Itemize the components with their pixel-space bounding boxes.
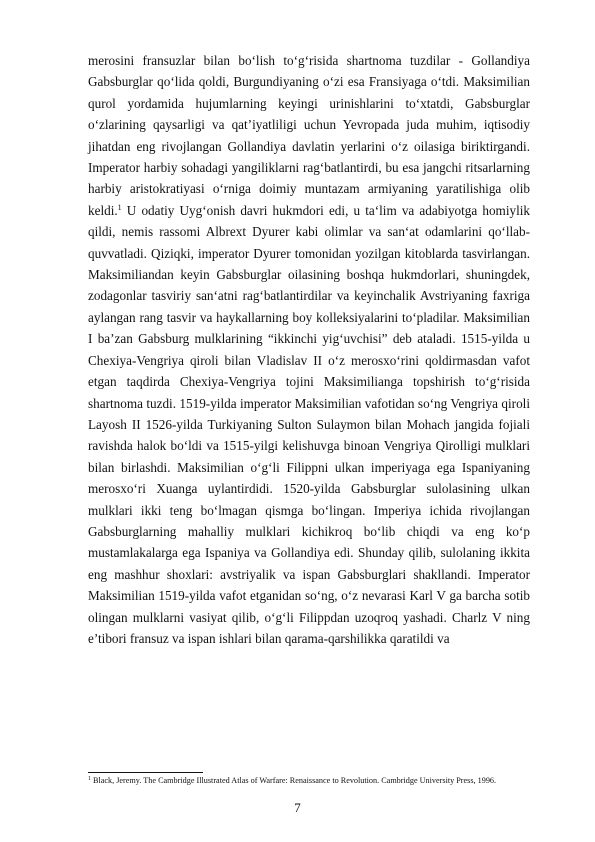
page-number: 7 (294, 800, 301, 815)
footnote-text: Black, Jeremy. The Cambridge Illustrated Atlas of Warfare: Renaissance to Revolution. Cambridge University Press, 1996. (91, 776, 497, 785)
document-page (88, 50, 530, 649)
body-text-part-1: merosini fransuzlar bilan bo‘lish to‘g‘risida shartnoma tuzdilar - Gollandiya Gabsburglar qo‘lida qoldi, Burgundiyaning o‘zi esa Fransiyaga o‘tdi. Maksimilian qurol yordamida hujumlarning keyingi urinishlarini to‘xtatdi, Gabsburglar o‘zlarining qaysarligi va qat’iyatliligi uchun Yevropada juda muhim, iqtisodiy jihatdan eng rivojlangan Gollandiya davlatin yerlarini o‘z oilasiga biriktirgandi. Imperator harbiy sohadagi yangiliklarni rag‘batlantirdi, bu esa jangchi ritsarlarning harbiy aristokratiyasi o‘rniga doimiy muntazam armiyaning yaratilishiga olib keldi. (88, 53, 530, 218)
footnote (88, 775, 538, 786)
footnote-marker: 1 (88, 776, 91, 782)
body-text-part-2: U odatiy Uyg‘onish davri hukmdori edi, u ta‘lim va adabiyotga homiylik qildi, nemis rassomi Albrext Dyurer kabi olimlar va san‘at odamlarini qo‘llab-quvvatladi. Qiziqki, imperator Dyurer tomonidan yozilgan kitoblarda tasvirlangan. Maksimiliandan keyin Gabsburglar oilasining boshqa hukmdorlari, shuningdek, zodagonlar tasviriy san‘atni rag‘batlantirdilar va keyinchalik Avstriyaning faxriga aylangan rang tasvir va haykallarning boy kolleksiyalarini to‘pladilar. Maksimilian I ba’zan Gabsburg mulklarining “ikkinchi yig‘uvchisi” deb ataladi. 1515-yilda u Chexiya-Vengriya qiroli bilan Vladislav II o‘z merosxo‘rini qoldirmasdan vafot etgan taqdirda Chexiya-Vengriya tojini Maksimilianga topshirish to‘g‘risida shartnoma tuzdi. 1519-yilda imperator Maksimilian vafotidan so‘ng Vengriya qiroli Layosh II 1526-yilda Turkiyaning Sulton Sulaymon bilan Mohach jangida fojiali ravishda halok bo‘ldi va 1515-yilgi kelishuvga binoan Vengriya Qirolligi mulklari bilan birlashdi. Maksimilian o‘g‘li Filippni ulkan imperiyaga ega Ispaniyaning merosxo‘ri Xuanga uylantirdidi. 1520-yilda Gabsburglar sulolasining ulkan mulklari ikki teng bo‘lmagan qismga bo‘lingan. Imperiya ichida rivojlangan Gabsburglarning mahalliy mulklari kichikroq bo‘lib chiqdi va eng ko‘p mustamlakalarga ega Ispaniya va Gollandiya edi. Shunday qilib, sulolaning ikkita eng mashhur shoxlari: avstriyalik va ispan Gabsburglari shakllandi. Imperator Maksimilian 1519-yilda vafot etganidan so‘ng, o‘z nevarasi Karl V ga barcha sotib olingan mulklarni vasiyat qilib, o‘g‘li Filippdan uzoqroq yashadi. Charlz V ning e’tibori fransuz va ispan ishlari bilan qarama-qarshilikka qaratildi va (88, 202, 530, 646)
footnote-reference[interactable]: 1 (117, 202, 122, 212)
footnote-separator (88, 772, 203, 773)
body-paragraph (88, 50, 530, 649)
